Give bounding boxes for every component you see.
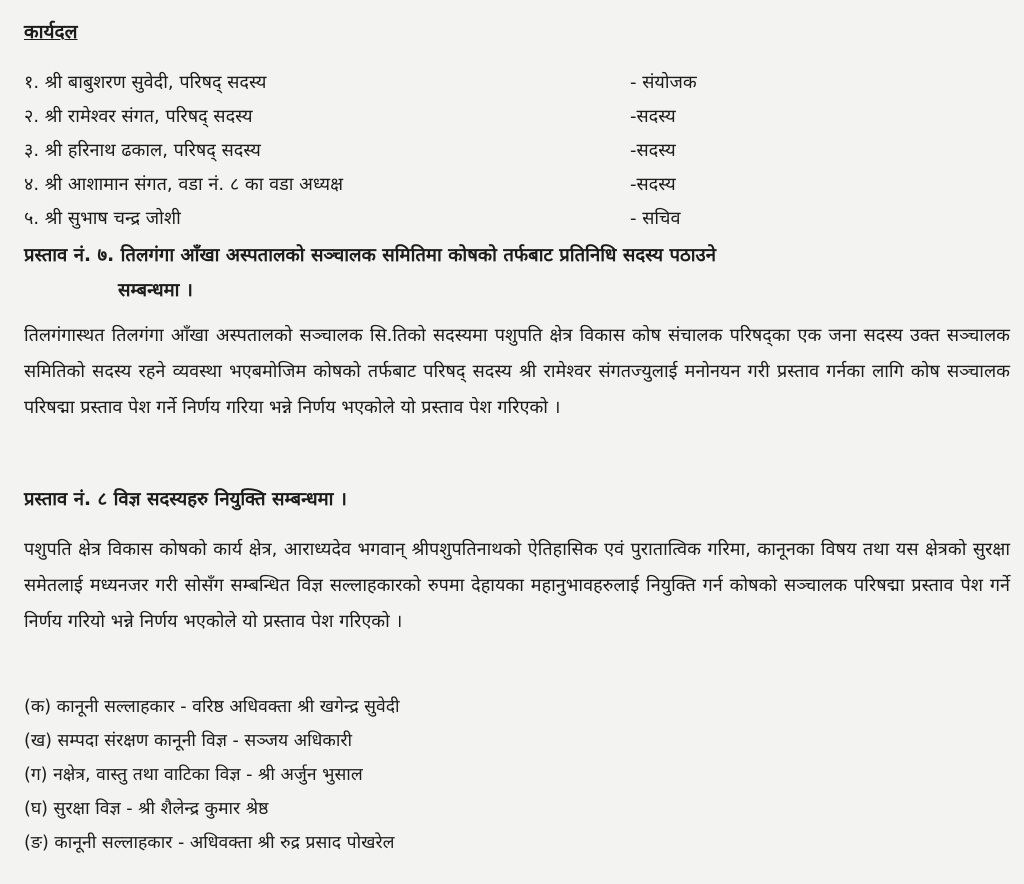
- proposal-7-title-line2: सम्बन्धमा ।: [118, 280, 193, 301]
- advisor-item: (घ) सुरक्षा विज्ञ - श्री शैलेन्द्र कुमार श्रेष्ठ: [24, 799, 269, 819]
- member-role: -सदस्य: [630, 174, 676, 195]
- member-name: ४. श्री आशामान संगत, वडा नं. ८ का वडा अध्यक्ष: [24, 174, 344, 195]
- member-name: ३. श्री हरिनाथ ढकाल, परिषद् सदस्य: [24, 140, 261, 161]
- advisor-item: (ङ) कानूनी सल्लाहकार - अधिवक्ता श्री रुद्र प्रसाद पोखरेल: [24, 833, 395, 853]
- member-row: [24, 104, 1004, 136]
- member-row: [24, 172, 1004, 204]
- member-role: - संयोजक: [630, 72, 697, 93]
- member-role: -सदस्य: [630, 106, 676, 127]
- section-heading: कार्यदल: [24, 21, 78, 43]
- member-role: -सदस्य: [630, 140, 676, 161]
- member-row: [24, 70, 1004, 102]
- member-role: - सचिव: [630, 208, 681, 229]
- member-name: २. श्री रामेश्वर संगत, परिषद् सदस्य: [24, 106, 253, 127]
- member-name: १. श्री बाबुशरण सुवेदी, परिषद् सदस्य: [24, 72, 267, 93]
- member-row: [24, 138, 1004, 170]
- proposal-8-body: पशुपति क्षेत्र विकास कोषको कार्य क्षेत्र, आराध्यदेव भगवान् श्रीपशुपतिनाथको ऐतिहासिक एवं पुरातात्विक गरिमा, कानूनका विषय तथा यस क्षेत्रको सुरक्षा समेतलाई मध्यनजर गरी सोसँग सम्बन्धित विज्ञ सल्लाहकारको रुपमा देहायका महानुभावहरुलाई नियुक्ति गर्न कोषको सञ्चालक परिषद्मा प्रस्ताव पेश गर्ने निर्णय गरियो भन्ने निर्णय भएकोले यो प्रस्ताव पेश गरिएको ।: [24, 539, 1010, 632]
- member-row: [24, 206, 1004, 238]
- advisor-item: (ग) नक्षेत्र, वास्तु तथा वाटिका विज्ञ - श्री अर्जुन भुसाल: [24, 765, 363, 785]
- advisor-item: (ख) सम्पदा संरक्षण कानूनी विज्ञ - सञ्जय अधिकारी: [24, 731, 353, 751]
- proposal-8-title: प्रस्ताव नं. ८ विज्ञ सदस्यहरु नियुक्ति सम्बन्धमा ।: [24, 489, 347, 510]
- proposal-7-title: [24, 242, 1008, 302]
- member-name: ५. श्री सुभाष चन्द्र जोशी: [24, 208, 181, 229]
- advisor-item: (क) कानूनी सल्लाहकार - वरिष्ठ अधिवक्ता श्री खगेन्द्र सुवेदी: [24, 697, 400, 717]
- proposal-7-body: तिलगंगास्थत तिलगंगा आँखा अस्पतालको सञ्चालक सि.तिको सदस्यमा पशुपति क्षेत्र विकास कोष संचालक परिषद्का एक जना सदस्य उक्त सञ्चालक समितिको सदस्य रहने व्यवस्था भएबमोजिम कोषको तर्फबाट परिषद् सदस्य श्री रामेश्वर संगतज्युलाई मनोनयन गरी प्रस्ताव गर्नका लागि कोष सञ्चालक परिषद्मा प्रस्ताव पेश गर्ने निर्णय गरिया भन्ने निर्णय भएकोले यो प्रस्ताव पेश गरिएको ।: [24, 325, 1010, 418]
- proposal-7-title-line1: प्रस्ताव नं. ७. तिलगंगा आँखा अस्पतालको सञ्चालक समितिमा कोषको तर्फबाट प्रतिनिधि सदस्य पठाउने: [24, 245, 716, 266]
